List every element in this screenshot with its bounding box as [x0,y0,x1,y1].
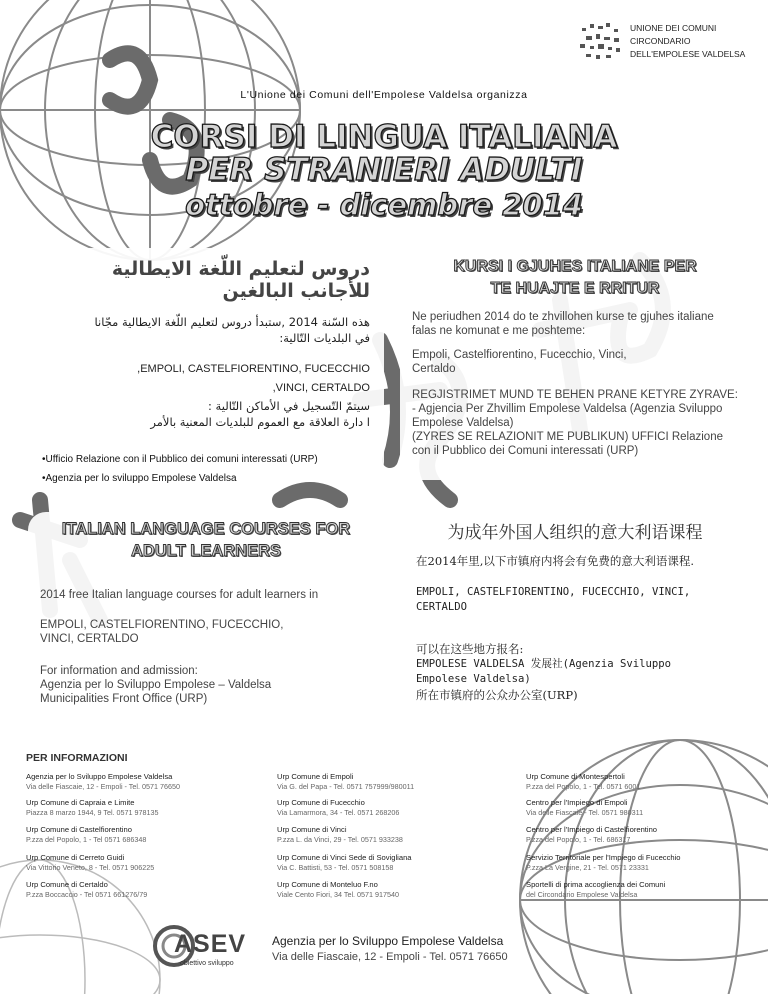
english-p3-urp: Municipalities Front Office (URP) [40,693,208,705]
asev-wordmark: ASEV [174,930,247,958]
main-title-line-1: CORSI DI LINGUA ITALIANA [150,119,618,155]
arabic-bullet-agenzia: •Agenzia per lo sviluppo Empolese Valdelsa [42,473,237,484]
albanian-p3-head: REGJISTRIMET MUND TE BEHEN PRANE KETYRE ZYRAVE: [412,389,738,401]
footer-agency-address: Via delle Fiascaie, 12 - Empoli - Tel. 0571 76650 [272,951,508,963]
arabic-title: دروس لتعليم اللّغة الايطالية للأجانب البالغين [111,258,370,302]
info-entry: Urp Comune di Capraia e Limite Piazza 8 marzo 1944, 9 Tel. 0571 978135 [26,798,159,817]
footer-agency-name: Agenzia per lo Sviluppo Empolese Valdelsa [272,934,504,948]
info-entry: Agenzia per lo Sviluppo Empolese Valdelsa Via delle Fiascaie, 12 - Empoli - Tel. 0571 76650 [26,772,180,791]
albanian-p3-urp: (ZYRES SE RELAZIONIT ME PUBLIKUN) UFFICI Relazione con il Pubblico dei Comuni interessati (URP) [412,431,723,457]
albanian-section [400,248,750,480]
logo-line-3: DELL'EMPOLESE VALDELSA [630,49,746,59]
english-p3-agenzia: Agenzia per lo Sviluppo Empolese – Valdelsa [40,679,272,691]
chinese-p2: EMPOLI, CASTELFIORENTINO, FUCECCHIO, VINCI, CERTALDO [416,586,691,613]
albanian-title-2: TE HUAJTE E RRITUR [490,280,660,297]
organizza-line: L'Unione dei Comuni dell'Empolese Valdelsa organizza [240,89,528,101]
unione-logo [570,20,765,64]
albanian-p1: Ne periudhen 2014 do te zhvillohen kurse te gjuhes italiane falas ne komunat e me poshteme: [412,311,714,337]
arabic-line-6: ا دارة العلاقة مع العموم للبلديات المعنية بالأمر [150,415,370,429]
asev-tagline: obiettivo sviluppo [180,960,234,967]
albanian-title-1: KURSI I GJUHES ITALIANE PER [453,258,697,275]
english-title-1: ITALIAN LANGUAGE COURSES FOR [61,520,351,538]
unione-logo-mark-icon [576,20,626,64]
info-entry: Urp Comune di Montespertoli P.zza del Popolo, 1 - Tel. 0571 6001 [526,772,641,791]
unione-logo-text [630,22,745,61]
chinese-title: 为成年外国人组织的意大利语课程 [447,523,703,543]
english-p2: EMPOLI, CASTELFIORENTINO, FUCECCHIO, VINCI, CERTALDO [40,619,284,645]
arabic-cities-2: VINCI, CERTALDO, [272,382,370,394]
main-title-line-2: PER STRANIERI ADULTI [185,152,583,188]
english-p3-head: For information and admission: [40,665,198,677]
arabic-line-1: هذه السّنة 2014 ,ستبدأ دروس لتعليم اللّغة الايطالية مجّانا [94,315,370,329]
albanian-p2: Empoli, Castelfiorentino, Fucecchio, Vinci, Certaldo [412,349,627,375]
arabic-line-2: في البلديات التّالية: [279,331,370,345]
chinese-p3-agenzia: EMPOLESE VALDELSA 发展社(Agenzia Sviluppo Empolese Valdelsa) [416,658,672,685]
asev-logo [150,924,260,972]
info-entry: Centro per l'Impiego di Empoli Via delle Fiascaie - Tel. 0571 980311 [526,798,644,817]
english-p1: 2014 free Italian language courses for adult learners in [40,589,319,601]
chinese-p1: 在2014年里,以下市镇府内将会有免费的意大利语课程. [416,554,695,568]
info-entry: Urp Comune di Empoli Via G. del Papa - Tel. 0571 757999/980011 [277,772,415,791]
info-entry: Sportelli di prima accoglienza dei Comuni del Circondario Empolese Valdelsa [526,880,666,899]
english-title-2: ADULT LEARNERS [130,542,282,560]
arabic-line-5: سيتمّ التّسجيل في الأماكن التّالية : [208,399,370,413]
info-entry: Centro per l'Impiego di Castelfiorentino P.zza del Popolo, 1 - Tel. 686317 [526,825,658,844]
info-entry: Urp Comune di Monteluo F.no Viale Cento Fiori, 34 Tel. 0571 917540 [277,880,400,899]
logo-line-1: UNIONE DEI COMUNI [630,23,717,33]
info-entry: Servizio Territoriale per l'Impiego di Fucecchio P.zza La Vergine, 21 - Tel. 0571 23331 [526,853,681,872]
info-entry: Urp Comune di Castelfiorentino P.zza del Popolo, 1 - Tel 0571 686348 [26,825,147,844]
info-entry: Urp Comune di Fucecchio Via Lamarmora, 34 - Tel. 0571 268206 [277,798,400,817]
logo-line-2: CIRCONDARIO [630,36,691,46]
info-entry: Urp Comune di Cerreto Guidi Via Vittorio Veneto, 8 - Tel. 0571 906225 [26,853,155,872]
arabic-cities-1: EMPOLI, CASTELFIORENTINO, FUCECCHIO, [137,363,370,375]
chinese-p3-head: 可以在这些地方报名: [416,642,524,656]
albanian-p3-agjencia: - Agjencia Per Zhvillim Empolese Valdelsa (Agenzia Sviluppo Empolese Valdelsa) [412,403,723,429]
english-section [28,512,384,718]
info-heading: PER INFORMAZIONI [26,752,128,764]
chinese-section [400,512,750,718]
arabic-section [28,248,384,484]
info-entry: Urp Comune di Vinci P.zza L. da Vinci, 29 - Tel. 0571 933238 [277,825,403,844]
arabic-bullet-urp: •Ufficio Relazione con il Pubblico dei comuni interessati (URP) [42,454,318,465]
info-entry: Urp Comune di Vinci Sede di Sovigliana Via C. Battisti, 53 - Tel. 0571 508158 [277,853,412,872]
info-entry: Urp Comune di Certaldo P.zza Boccaccio - Tel 0571 661276/79 [26,880,148,899]
chinese-p3-urp: 所在市镇府的公众办公室(URP) [416,688,578,702]
main-title-dates: ottobre - dicembre 2014 [185,188,583,222]
